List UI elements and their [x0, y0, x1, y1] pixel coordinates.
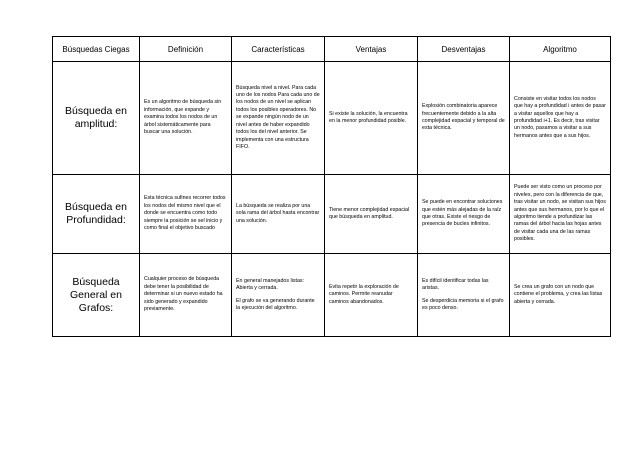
- cell-ventajas: Tiene menor complejidad espacial que búsqueda en amplitud.: [325, 175, 418, 254]
- row-title-amplitud: Búsqueda en amplitud:: [53, 62, 140, 175]
- cell-definicion: Esta técnica sufines recorrer todos los nodos del mismo nivel que el donde se encuentra como todo siempre la posición se sel inicio y como final el objetivo buscado: [140, 175, 232, 254]
- disadvantage-line: Existe el riesgo de presencia de bucles infinitos.: [422, 214, 491, 228]
- characteristic-line: En general manejados listas: Abierta y cerrada.: [236, 277, 305, 292]
- advantage-line: Evita repetir la exploración de caminos.: [329, 283, 399, 298]
- cell-ventajas: [325, 254, 418, 337]
- header-definicion: Definición: [140, 37, 232, 62]
- header-caracteristicas: Características: [232, 37, 325, 62]
- header-busquedas-ciegas: Búsquedas Ciegas: [53, 37, 140, 62]
- cell-caracteristicas: La búsqueda se realiza por una sola rama del árbol hasta encontrar una solución.: [232, 175, 325, 254]
- header-ventajas: Ventajas: [325, 37, 418, 62]
- cell-algoritmo: Puede ser visto como un proceso por niveles, pero con la diferencia de que, tras visitar un nodo, se visitan sus hijos antes que sus hermanos, por lo que el algoritmo tiende a profundizar las ramas del árbol hacia las hojas antes de visitar cada una de las ramas posibles.: [510, 175, 611, 254]
- comparison-table: [52, 36, 611, 337]
- cell-desventajas: Explosión combinatoria aparece frecuentemente debido a la alta complejidad espacial y temporal de esta técnica.: [418, 62, 510, 175]
- header-row: [53, 37, 611, 62]
- cell-algoritmo: Consiste en visitar todos los nodos que hay a profundidad i antes de pasar a visitar aquellos que hay a profundidad i+1. Es decir, tras visitar un nodo, pasamos a visitar a sus hermanos antes que a sus hijos.: [510, 62, 611, 175]
- cell-desventajas: [418, 254, 510, 337]
- cell-caracteristicas: [232, 254, 325, 337]
- row-title-profundidad: Búsqueda en Profundidad:: [53, 175, 140, 254]
- table-row-amplitud: [53, 62, 611, 175]
- characteristic-line: Búsqueda nivel a nivel.: [236, 84, 291, 91]
- characteristic-line: Para cada uno de los nodos: [236, 84, 317, 99]
- header-algoritmo: Algoritmo: [510, 37, 611, 62]
- cell-ventajas: Si existe la solución, la encuentra en la menor profundidad posible.: [325, 62, 418, 175]
- cell-definicion: Es un algoritmo de búsqueda sin información, que expande y examina todos los nodos de un árbol sistemáticamente para buscar una solución.: [140, 62, 232, 175]
- characteristic-line: Se implementa con una estructura FIFO.: [236, 129, 309, 150]
- disadvantage-line: Es difícil identificar todas las aristas.: [422, 277, 489, 292]
- characteristic-line: No se expande ningún nodo de un nivel antes de haber expandido todos los del nivel anterior.: [236, 106, 317, 136]
- header-desventajas: Desventajas: [418, 37, 510, 62]
- cell-caracteristicas: [232, 62, 325, 175]
- cell-desventajas: [418, 175, 510, 254]
- characteristic-line: Para cada uno de los nodos de un nivel se aplican todos los posibles operadores.: [236, 92, 320, 113]
- cell-algoritmo: Se crea un grafo con un nodo que contiene el problema, y crea las listas abierta y cerrada.: [510, 254, 611, 337]
- table-row-profundidad: [53, 175, 611, 254]
- row-title-grafos: Búsqueda General en Grafos:: [53, 254, 140, 337]
- disadvantage-line: Se puede en encontrar soluciones que estén más alejadas de la raíz que otras.: [422, 199, 503, 220]
- table-row-grafos: [53, 254, 611, 337]
- advantage-line: Permite reanudar caminos abandonados.: [329, 291, 393, 305]
- cell-definicion: Cualquier proceso de búsqueda debe tener la posibilidad de determinar si un nuevo estado ha sido generado y expandido previamente.: [140, 254, 232, 337]
- disadvantage-line: Se desperdicia memoria si el grafo es poco denso.: [422, 297, 504, 311]
- characteristic-line: El grafo se va generando durante la ejecución del algoritmo.: [236, 297, 315, 311]
